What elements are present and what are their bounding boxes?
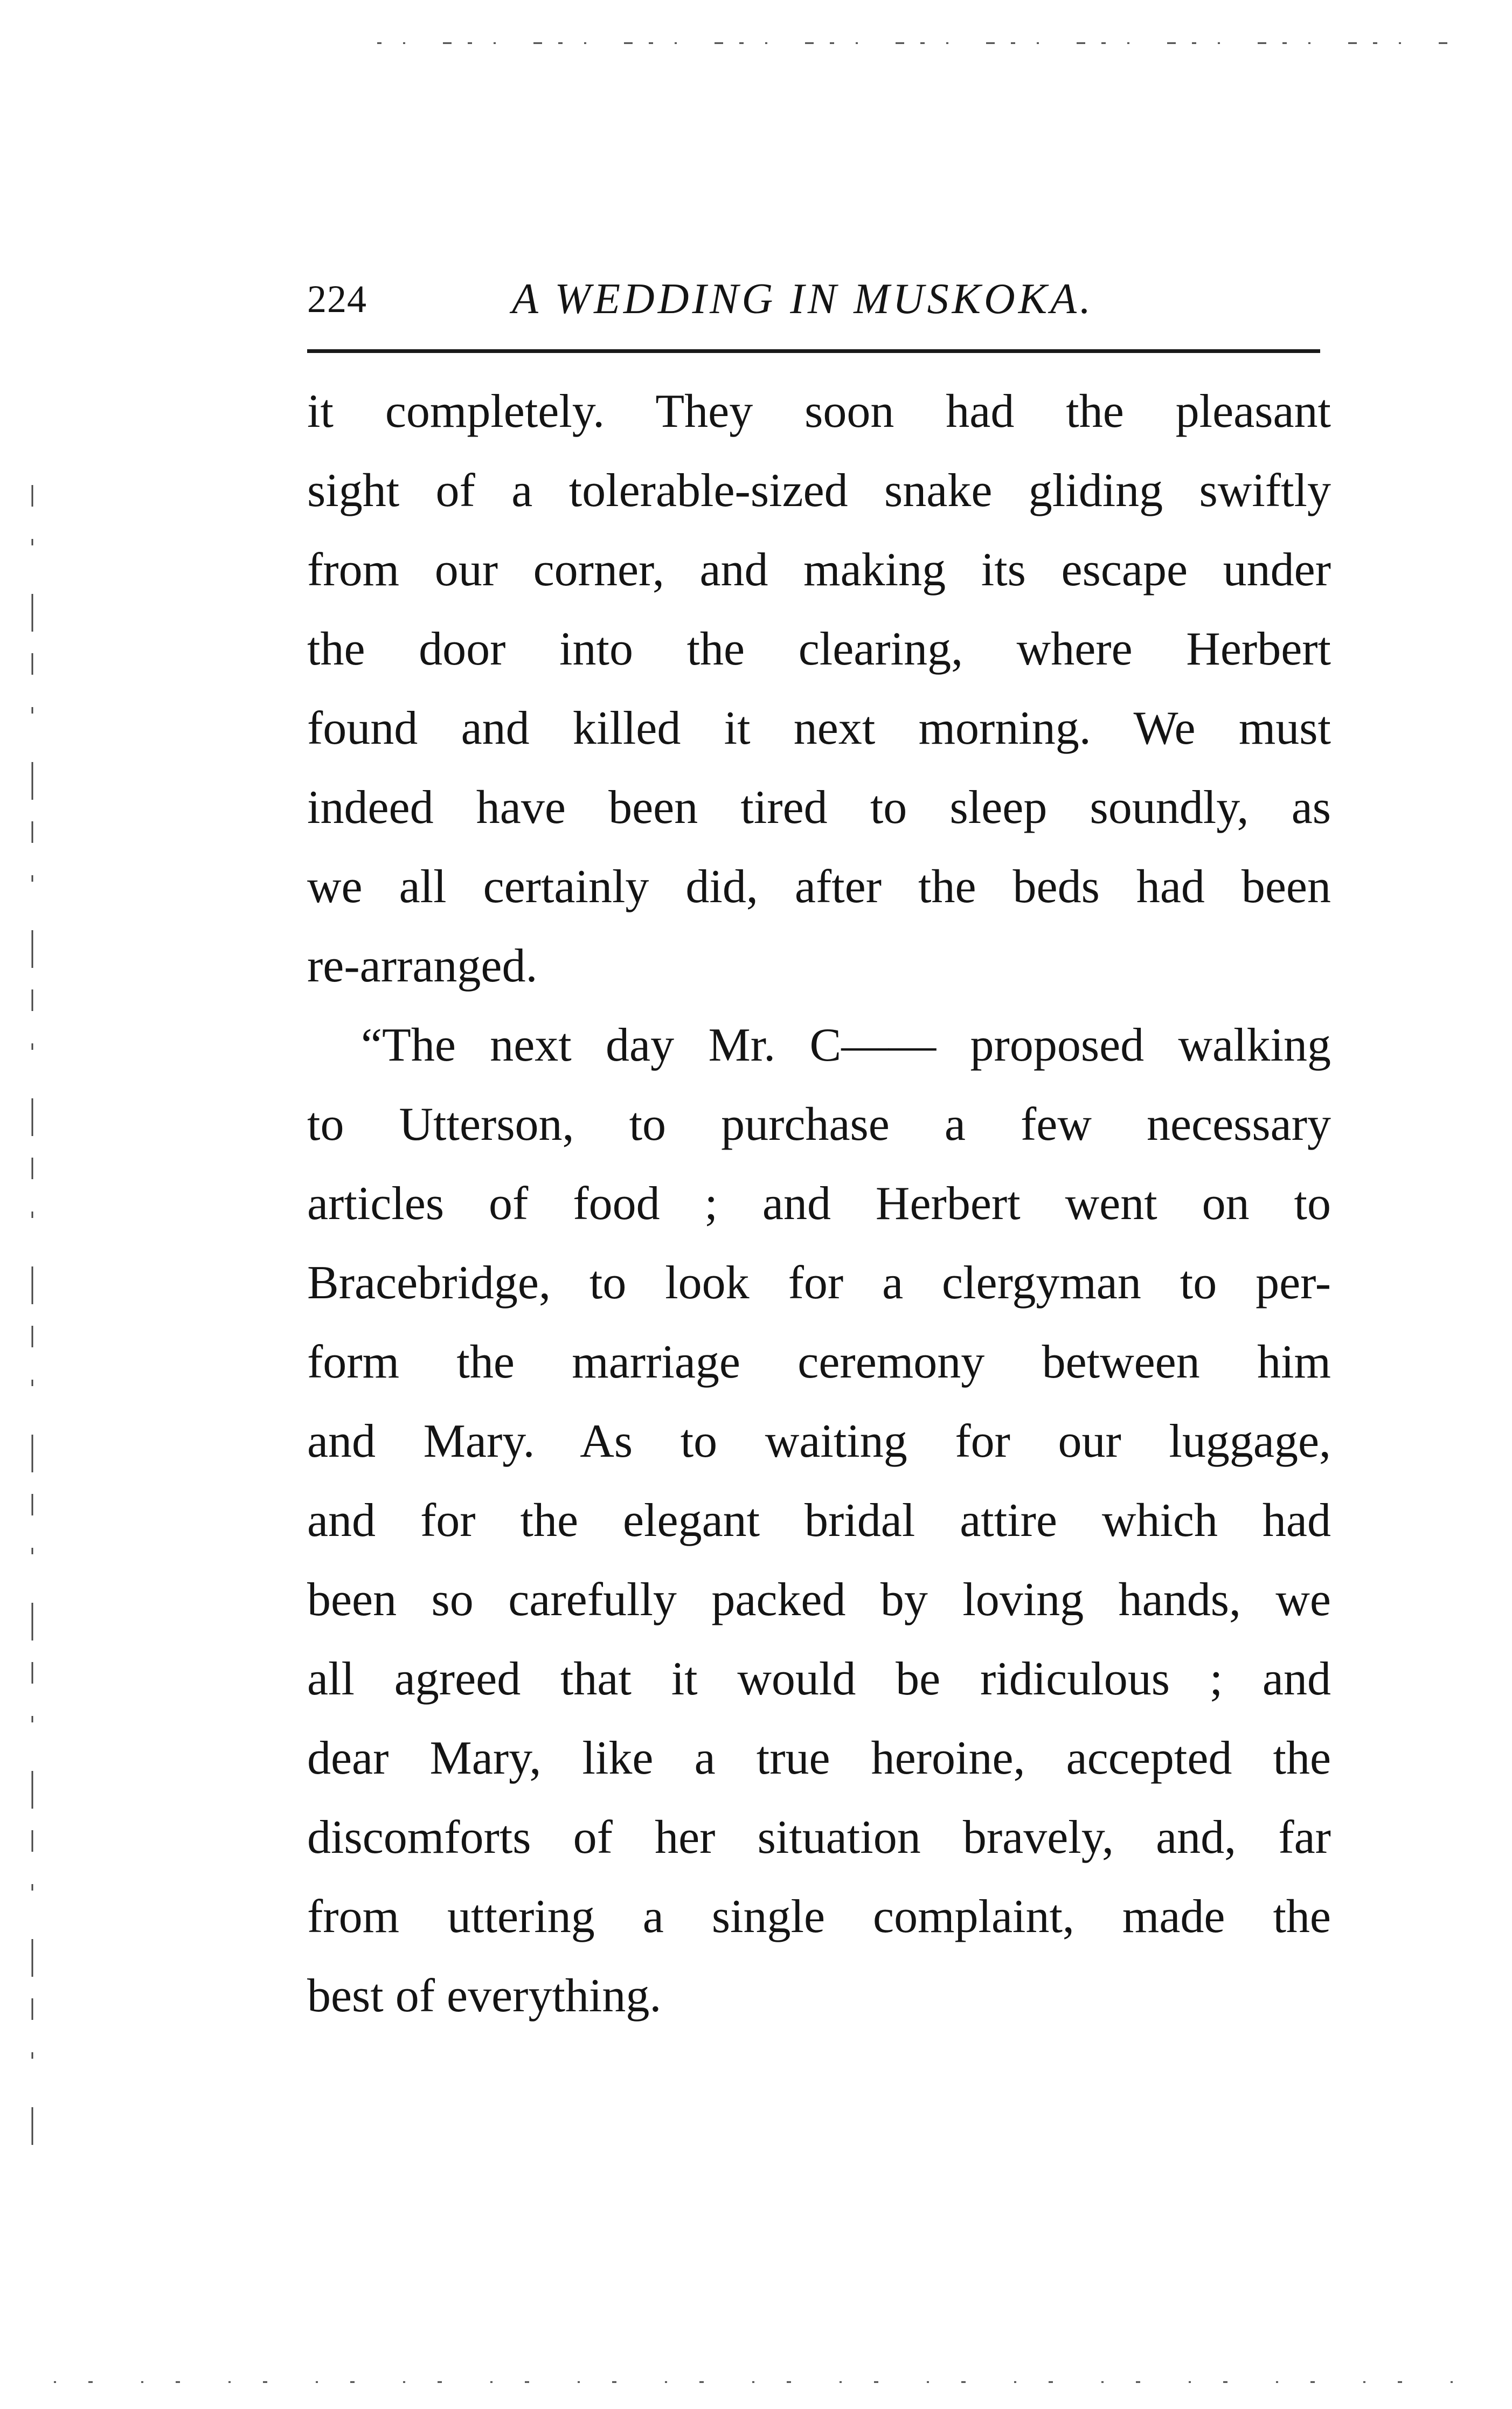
text-line: found and killed it next morning. We must [307, 702, 1331, 754]
text-line: discomforts of her situation bravely, and, far [307, 1811, 1331, 1864]
text-line: Bracebridge, to look for a clergyman to per- [307, 1257, 1331, 1309]
text-line: all agreed that it would be ridiculous ; and [307, 1653, 1331, 1705]
text-line: to Utterson, to purchase a few necessary [307, 1098, 1331, 1151]
text-line: it completely. They soon had the pleasant [307, 385, 1331, 438]
text-line: from our corner, and making its escape under [307, 544, 1331, 596]
text-line: sight of a tolerable-sized snake gliding swiftly [307, 465, 1331, 517]
text-line: and for the elegant bridal attire which had [307, 1494, 1331, 1547]
body-text [307, 372, 1331, 2036]
running-head [307, 269, 1326, 329]
text-line: we all certainly did, after the beds had been [307, 861, 1331, 913]
header-rule [307, 349, 1320, 353]
text-line: from uttering a single complaint, made the [307, 1891, 1331, 1943]
running-title: A WEDDING IN MUSKOKA. [512, 275, 1094, 323]
text-line: indeed have been tired to sleep soundly, as [307, 781, 1331, 834]
text-line: the door into the clearing, where Herbert [307, 623, 1331, 675]
text-line: dear Mary, like a true heroine, accepted the [307, 1732, 1331, 1784]
text-line: form the marriage ceremony between him [307, 1336, 1331, 1388]
text-line: articles of food ; and Herbert went on to [307, 1178, 1331, 1230]
text-line: “The next day Mr. C—— proposed walking [361, 1019, 1331, 1071]
text-line: re-arranged. [307, 940, 538, 992]
text-line: and Mary. As to waiting for our luggage, [307, 1415, 1331, 1467]
page-number: 224 [307, 278, 367, 321]
text-line: been so carefully packed by loving hands, we [307, 1574, 1331, 1626]
text-line: best of everything. [307, 1970, 662, 2022]
